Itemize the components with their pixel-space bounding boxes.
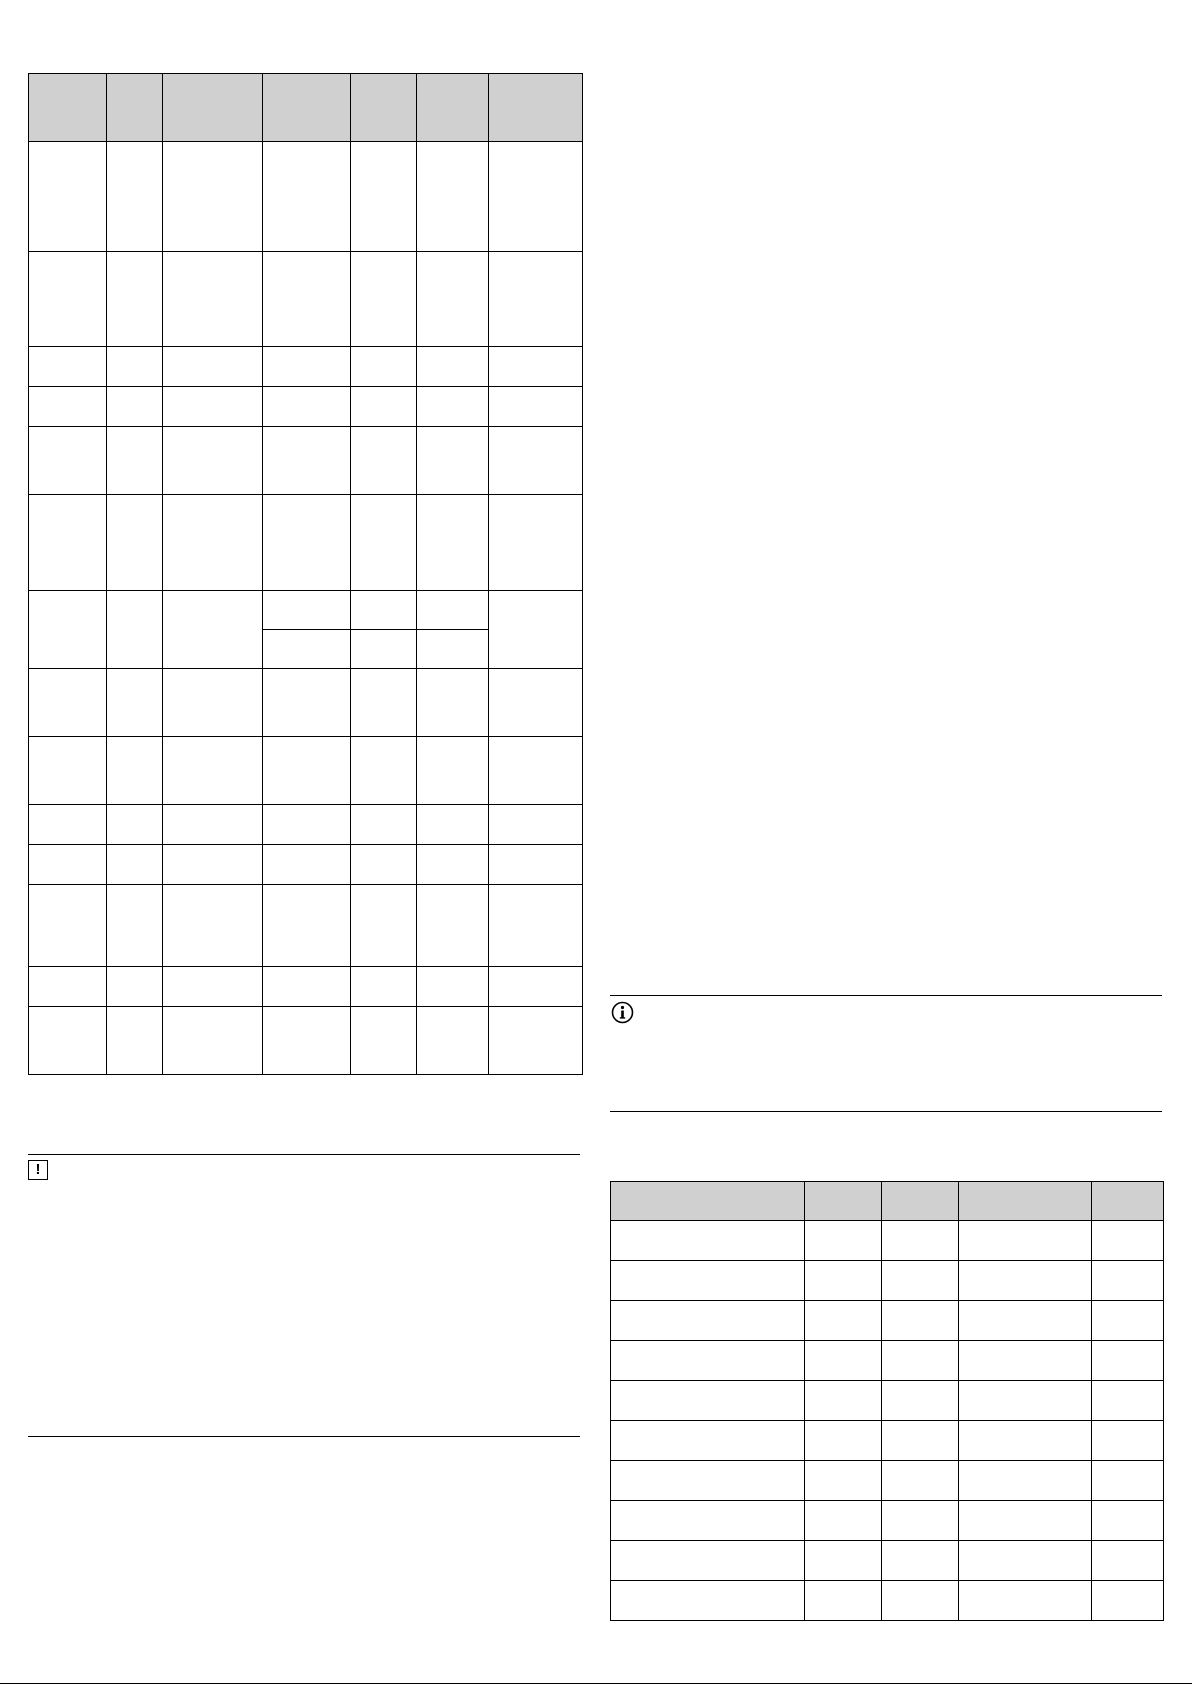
table-cell (805, 1421, 882, 1461)
table-cell (1092, 1541, 1164, 1581)
table-cell (489, 387, 583, 427)
table-cell (959, 1501, 1092, 1541)
table-cell (351, 347, 417, 387)
table-cell (351, 495, 417, 591)
table-cell (351, 967, 417, 1007)
table-cell (163, 967, 263, 1007)
right-table-header-cell (1092, 1182, 1164, 1221)
table-cell (1092, 1461, 1164, 1501)
table-cell (29, 427, 107, 495)
info-bottom-rule (610, 1111, 1162, 1112)
right-table (610, 1181, 1164, 1621)
table-cell (29, 845, 107, 885)
table-cell (351, 845, 417, 885)
left-table-header-row (29, 74, 583, 142)
table-cell (805, 1381, 882, 1421)
table-row (29, 591, 583, 630)
table-cell (611, 1341, 805, 1381)
left-table-header-cell (163, 74, 263, 142)
table-cell (263, 737, 351, 805)
right-table-header-cell (805, 1182, 882, 1221)
table-cell (351, 591, 417, 630)
table-cell (417, 387, 489, 427)
table-row (611, 1541, 1164, 1581)
table-cell (417, 805, 489, 845)
page-footer-rule (0, 1683, 1192, 1684)
table-row (611, 1421, 1164, 1461)
table-cell (107, 387, 163, 427)
table-cell (29, 669, 107, 737)
exclamation-icon: ! (28, 1160, 48, 1180)
table-cell (611, 1581, 805, 1621)
table-cell (1092, 1221, 1164, 1261)
table-cell (489, 495, 583, 591)
table-cell (882, 1381, 959, 1421)
table-row (29, 495, 583, 591)
table-cell (263, 252, 351, 347)
table-cell (959, 1301, 1092, 1341)
table-cell (611, 1541, 805, 1581)
table-cell (29, 347, 107, 387)
table-cell (351, 427, 417, 495)
table-cell (163, 805, 263, 845)
table-cell (263, 495, 351, 591)
left-table-header-cell (263, 74, 351, 142)
table-cell (107, 1007, 163, 1075)
table-cell (959, 1341, 1092, 1381)
table-cell (1092, 1581, 1164, 1621)
table-row (29, 142, 583, 252)
table-cell (107, 142, 163, 252)
table-cell (611, 1421, 805, 1461)
table-cell (29, 885, 107, 967)
table-row (611, 1501, 1164, 1541)
table-cell (959, 1221, 1092, 1261)
table-row (29, 427, 583, 495)
table-cell (417, 495, 489, 591)
table-cell (29, 142, 107, 252)
table-row (611, 1461, 1164, 1501)
table-cell (489, 591, 583, 669)
left-table-header-cell (351, 74, 417, 142)
table-cell (107, 347, 163, 387)
table-cell (805, 1261, 882, 1301)
table-row (29, 252, 583, 347)
table-cell (1092, 1421, 1164, 1461)
table-cell (959, 1541, 1092, 1581)
table-cell (29, 967, 107, 1007)
table-cell (417, 427, 489, 495)
table-cell (29, 737, 107, 805)
table-cell (29, 387, 107, 427)
table-cell (882, 1581, 959, 1621)
table-cell (107, 885, 163, 967)
table-cell (107, 805, 163, 845)
table-cell (882, 1501, 959, 1541)
table-cell (351, 142, 417, 252)
table-cell (263, 967, 351, 1007)
table-cell (959, 1381, 1092, 1421)
table-cell (107, 737, 163, 805)
table-row (611, 1341, 1164, 1381)
table-cell (882, 1421, 959, 1461)
table-cell (263, 885, 351, 967)
table-cell (882, 1261, 959, 1301)
info-top-rule (610, 995, 1162, 996)
table-row (611, 1261, 1164, 1301)
table-cell (163, 387, 263, 427)
table-cell (163, 252, 263, 347)
table-cell (163, 885, 263, 967)
table-cell (611, 1261, 805, 1301)
table-cell (417, 967, 489, 1007)
table-cell (417, 737, 489, 805)
table-cell (417, 591, 489, 630)
table-row (29, 845, 583, 885)
table-row (29, 669, 583, 737)
table-cell (351, 885, 417, 967)
table-cell (107, 669, 163, 737)
table-cell (417, 347, 489, 387)
table-cell (107, 252, 163, 347)
table-cell (163, 495, 263, 591)
table-cell (489, 737, 583, 805)
table-row (29, 737, 583, 805)
table-cell (489, 845, 583, 885)
table-cell (263, 630, 351, 669)
table-cell (959, 1461, 1092, 1501)
table-cell (805, 1501, 882, 1541)
table-row (29, 885, 583, 967)
table-cell (29, 252, 107, 347)
table-cell (263, 347, 351, 387)
right-table-header-cell (959, 1182, 1092, 1221)
left-table-header-cell (417, 74, 489, 142)
table-cell (107, 845, 163, 885)
table-cell (1092, 1501, 1164, 1541)
table-cell (417, 1007, 489, 1075)
table-cell (1092, 1301, 1164, 1341)
table-cell (263, 387, 351, 427)
table-cell (417, 630, 489, 669)
right-table-header-cell (882, 1182, 959, 1221)
table-cell (417, 252, 489, 347)
table-cell (417, 142, 489, 252)
table-cell (263, 591, 351, 630)
table-row (611, 1381, 1164, 1421)
table-cell (29, 805, 107, 845)
table-cell (417, 669, 489, 737)
left-table-header-cell (107, 74, 163, 142)
table-cell (163, 142, 263, 252)
table-cell (163, 1007, 263, 1075)
table-cell (805, 1461, 882, 1501)
table-cell (163, 347, 263, 387)
warning-bottom-rule (28, 1436, 580, 1437)
table-cell (263, 1007, 351, 1075)
table-cell (163, 737, 263, 805)
table-cell (29, 1007, 107, 1075)
table-row (611, 1221, 1164, 1261)
table-cell (489, 669, 583, 737)
table-cell (805, 1541, 882, 1581)
table-cell (163, 845, 263, 885)
table-cell (611, 1501, 805, 1541)
table-cell (882, 1341, 959, 1381)
table-cell (351, 805, 417, 845)
table-row (29, 967, 583, 1007)
table-cell (351, 669, 417, 737)
table-cell (1092, 1261, 1164, 1301)
right-table-header-row (611, 1182, 1164, 1221)
table-cell (489, 252, 583, 347)
table-cell (107, 427, 163, 495)
left-table-header-cell (29, 74, 107, 142)
table-cell (1092, 1381, 1164, 1421)
table-cell (959, 1261, 1092, 1301)
table-cell (611, 1301, 805, 1341)
table-cell (107, 967, 163, 1007)
table-cell (489, 142, 583, 252)
table-cell (263, 845, 351, 885)
table-cell (29, 495, 107, 591)
table-cell (351, 252, 417, 347)
table-cell (611, 1381, 805, 1421)
table-cell (351, 1007, 417, 1075)
table-cell (263, 427, 351, 495)
table-cell (417, 885, 489, 967)
right-table-header-cell (611, 1182, 805, 1221)
table-cell (959, 1421, 1092, 1461)
table-cell (163, 669, 263, 737)
table-cell (805, 1301, 882, 1341)
table-cell (611, 1221, 805, 1261)
table-cell (1092, 1341, 1164, 1381)
table-cell (489, 805, 583, 845)
table-cell (263, 805, 351, 845)
table-row (29, 347, 583, 387)
table-cell (351, 737, 417, 805)
table-row (611, 1581, 1164, 1621)
table-cell (163, 427, 263, 495)
table-cell (29, 591, 107, 669)
warning-top-rule (28, 1154, 580, 1155)
info-icon (611, 1001, 634, 1024)
table-cell (805, 1341, 882, 1381)
table-cell (882, 1541, 959, 1581)
left-table (28, 73, 583, 1075)
table-row (29, 805, 583, 845)
table-cell (351, 630, 417, 669)
table-cell (489, 1007, 583, 1075)
table-row (29, 387, 583, 427)
table-cell (489, 885, 583, 967)
table-cell (805, 1221, 882, 1261)
table-cell (805, 1581, 882, 1621)
table-cell (489, 427, 583, 495)
table-cell (107, 495, 163, 591)
left-table-header-cell (489, 74, 583, 142)
table-row (29, 1007, 583, 1075)
table-cell (417, 845, 489, 885)
table-cell (263, 142, 351, 252)
table-cell (489, 967, 583, 1007)
table-cell (351, 387, 417, 427)
table-cell (882, 1461, 959, 1501)
table-row (611, 1301, 1164, 1341)
table-cell (163, 591, 263, 669)
table-cell (882, 1301, 959, 1341)
table-cell (489, 347, 583, 387)
table-cell (263, 669, 351, 737)
table-cell (959, 1581, 1092, 1621)
table-cell (611, 1461, 805, 1501)
table-cell (107, 591, 163, 669)
table-cell (882, 1221, 959, 1261)
